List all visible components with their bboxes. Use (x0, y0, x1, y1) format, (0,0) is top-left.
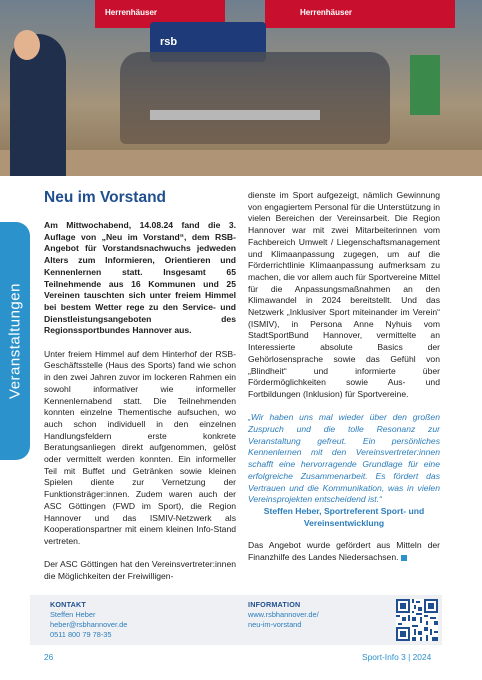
qr-code-icon[interactable] (396, 599, 438, 641)
quote-author: Steffen Heber, Sportreferent Sport- und Vereinsentwicklung (263, 505, 425, 528)
pull-quote: „Wir haben uns mal wieder über den großen Zuspruch und die tolle Resonanz zur Veranstaltung gefreut. Ein persönliches Kennenlernen mit den Vereinsvertreter:innen schafft eine hervorragende Grundlage für eine erfolgreiche Zusammenarbeit. Es fördert das Vertrauen und die Kommunikation, was in vielen Vereinsprojekten entscheidend ist.“ (248, 412, 440, 505)
beer-table (150, 110, 320, 120)
article-paragraph-4-text: Das Angebot wurde gefördert aus Mitteln der Finanzhilfe des Landes Niedersachsen. (248, 540, 440, 563)
contact-phone: 0511 800 79 78-35 (50, 630, 112, 639)
crowd-figures (120, 52, 390, 144)
green-game-stand (410, 55, 440, 115)
information-url-line-1[interactable]: www.rsbhannover.de/ (248, 610, 319, 619)
page-number: 26 (44, 652, 54, 662)
article-paragraph-4 (248, 540, 440, 563)
information-url-line-2[interactable]: neu-im-vorstand (248, 620, 302, 629)
article-paragraph-2: Der ASC Göttingen hat den Vereinsvertreter:innen die Möglichkeiten der Freiwilligen- (44, 559, 236, 582)
tent-brand-right: Herrenhäuser (300, 8, 353, 17)
section-tab-label: Veranstaltungen (6, 283, 24, 399)
speaker-head (14, 30, 40, 60)
article-title: Neu im Vorstand (44, 189, 167, 206)
article-column-left (44, 220, 236, 594)
event-photo (0, 0, 482, 176)
banner-text: rsb (160, 36, 178, 48)
article-paragraph-3: dienste im Sport aufgezeigt, nämlich Gewinnung von engagiertem Personal für die Unterstützung in vielen Bereichen der Vereinsarbeit. Die Region Hannover war mit zwei Mitarbeiterinnen vom Fachbereich Umwelt / Liegenschaftsmanagement und Klimaanpassung zugegen, um auf die Förderrichtlinie Klimaanpassung aufmerksam zu machen, die vor allem auch für Sportvereine Mittel für die Anpassungsmaßnahmen an den Klimawandel in 2024 bereitstellt. Und das Netzwerk „Inklusiver Sport miteinander im Verein“ (ISMIV), in Persona Anne Nyhuis vom StadtSportBund Hannover, vermittelte an Interessierte absolute Basics der Gehörlosensprache sowie das Gefühl von „Blindheit“ und informierte über Fördermöglichkeiten sowie Aus- und Fortbildungen (Inklusion) für Sportvereine. (248, 190, 440, 399)
contact-name: Steffen Heber (50, 610, 96, 619)
red-tent-right (265, 0, 455, 28)
contact-email[interactable]: heber@rsbhannover.de (50, 620, 128, 629)
tent-brand-left: Herrenhäuser (105, 8, 158, 17)
contact-label: KONTAKT (50, 600, 86, 609)
article-paragraph-1: Unter freiem Himmel auf dem Hinterhof der RSB-Geschäftsstelle (Haus des Sports) fand wie schon in den zwei Jahren zuvor im lockeren Rahmen ein sowohl informativer wie informeller Kennenlernabend statt. Die Teilnehmenden konnten einzelne Thementische aufsuchen, wo auch schon individuell in den einzelnen Handlungsfeldern erste konkrete Beratungsanliegen direkt aufgenommen, gelöst oder vermittelt werden konnten. Ein informeller Teil mit Buffet und Getränken sowie kleinen Spielen diente zur Vernetzung der Funktionsträger:innen. Zudem waren auch der ASC Göttingen (FWD im Sport), die Region Hannover und das ISMIV-Netzwerk als Kooperationspartner mit einem kleinen Info-Stand vertreten. (44, 348, 236, 546)
information-label: INFORMATION (248, 600, 301, 609)
article-column-right (248, 190, 440, 575)
issue-label: Sport-Info 3 | 2024 (362, 652, 432, 662)
article-lead: Am Mittwochabend, 14.08.24 fand die 3. Auflage von „Neu im Vorstand“, dem RSB-Angebot für Vorstandsnachwuchs jedweden Alters zum Informieren, Orientieren und Kennenlernen statt. Insgesamt 65 Teilnehmende aus 16 Kommunen und 25 Vereinen tauschten sich unter freiem Himmel bei bestem Wetter rege zu den Service- und Dienstleistungsangeboten des Regionssportbundes Hannover aus. (44, 220, 236, 336)
end-mark-icon (401, 555, 407, 561)
ground (0, 150, 482, 176)
section-tab (0, 222, 30, 460)
